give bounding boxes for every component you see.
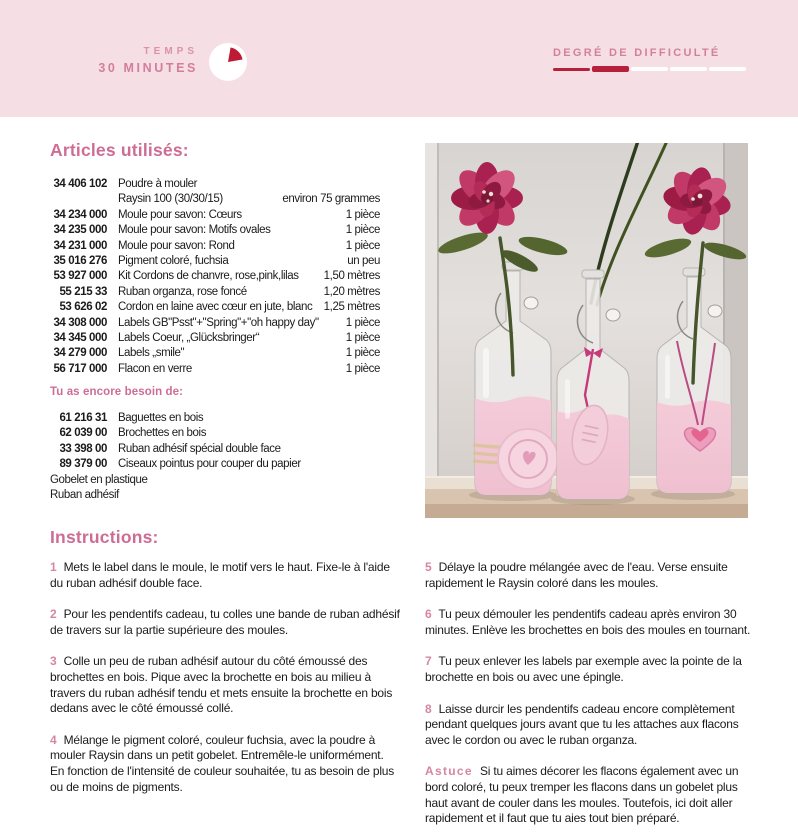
bloom [451, 162, 523, 234]
article-quantity: un peu [347, 255, 380, 268]
instruction-number: 2 [50, 607, 57, 622]
time-value: 30 MINUTES [98, 61, 198, 75]
supply-number: 89 379 00 [59, 458, 107, 471]
timer-icon-svg [209, 43, 247, 81]
ceramic-stopper [606, 309, 620, 321]
article-row [50, 285, 380, 300]
medallion-pendant [498, 429, 558, 489]
instruction-step: 3 Colle un peu de ruban adhésif autour du côté émoussé des brochettes en bois. Pique avec la brochette en bois au milieu à travers du ruban adhésif tendu et mets ensuite la brochette en bois dedans avec le côté émoussé collé. [50, 654, 393, 716]
article-row [50, 269, 380, 284]
supply-row [50, 473, 380, 488]
tip-label: Astuce [425, 764, 473, 779]
supply-row [50, 411, 380, 426]
instruction-step: 7 Tu peux enlever les labels par exemple avec la pointe de la brochette en bois ou avec une épingle. [425, 654, 742, 684]
instruction-number: 7 [425, 654, 432, 669]
article-quantity: 1 pièce [345, 224, 380, 237]
supply-description: Gobelet en plastique [50, 473, 148, 486]
supply-description: Brochettes en bois [118, 427, 207, 440]
supply-number: 62 039 00 [59, 427, 107, 440]
instruction-number: 4 [50, 732, 57, 747]
frame-left [425, 143, 437, 518]
article-row [50, 239, 380, 254]
timer-icon [209, 43, 247, 81]
article-number: 53 626 02 [59, 301, 107, 314]
article-description: Cordon en laine avec cœur en jute, blanc [118, 301, 313, 314]
article-row [50, 192, 380, 207]
instruction-number: 1 [50, 560, 57, 574]
article-number: 34 406 102 [53, 178, 107, 190]
article-description: Labels Coeur, „Glücksbringer“ [118, 332, 260, 345]
tip: Astuce Si tu aimes décorer les flacons également avec un bord coloré, tu peux tremper les flacons dans un gobelet plus haut avant de couler dans les moules. Toutefois, ici doit aller rapidement et il faut que tu aies tout bien préparé. [425, 764, 739, 826]
articles-title: Articles utilisés: [50, 140, 189, 160]
article-row [50, 254, 380, 269]
articles-section [50, 140, 380, 377]
article-number: 34 308 000 [53, 316, 107, 329]
instruction-number: 3 [50, 654, 57, 669]
article-description: Labels GB"Psst"+"Spring"+"oh happy day" [118, 316, 319, 329]
difficulty-segment [553, 68, 590, 71]
article-description: Ruban organza, rose foncé [118, 285, 247, 298]
articles-table [50, 177, 380, 377]
article-row [50, 346, 380, 361]
article-number: 34 231 000 [53, 239, 107, 252]
article-description: Raysin 100 (30/30/15) [118, 193, 223, 206]
difficulty-segment [631, 67, 668, 71]
article-quantity: 1 pièce [345, 347, 380, 360]
supply-row [50, 488, 380, 503]
ceramic-stopper [708, 305, 722, 317]
article-number: 55 215 33 [59, 285, 107, 298]
also-needed-title: Tu as encore besoin de: [50, 386, 184, 398]
instructions-title: Instructions: [50, 527, 159, 547]
article-row [50, 223, 380, 238]
article-number: 34 234 000 [53, 208, 107, 221]
article-description: Moule pour savon: Cœurs [118, 208, 242, 221]
article-row [50, 362, 380, 377]
article-number: 34 235 000 [53, 224, 107, 237]
article-number: 34 345 000 [53, 332, 107, 345]
photo-scene [425, 143, 748, 518]
article-row [50, 331, 380, 346]
article-row [50, 208, 380, 223]
product-photo [425, 143, 748, 518]
article-quantity: 1,25 mètres [323, 301, 380, 314]
article-quantity: 1 pièce [345, 362, 380, 375]
instruction-step: 2 Pour les pendentifs cadeau, tu colles une bande de ruban adhésif de travers sur la partie supérieure des moules. [50, 607, 400, 637]
difficulty-meter [553, 66, 746, 72]
supply-number: 61 216 31 [59, 412, 107, 424]
supply-description: Baguettes en bois [118, 412, 204, 424]
article-quantity: 1 pièce [345, 208, 380, 221]
article-number: 34 279 000 [53, 347, 107, 360]
supply-description: Ciseaux pointus pour couper du papier [118, 458, 301, 471]
supply-row [50, 457, 380, 472]
article-quantity: 1,50 mètres [323, 270, 380, 283]
difficulty-block [553, 47, 746, 72]
also-needed-table [50, 411, 380, 503]
article-quantity: environ 75 grammes [282, 193, 380, 206]
instruction-number: 6 [425, 607, 432, 622]
article-description: Poudre à mouler [118, 178, 198, 190]
article-description: Flacon en verre [118, 362, 192, 375]
header-band [0, 0, 798, 117]
supply-description: Ruban adhésif [50, 489, 119, 502]
instruction-step: 6 Tu peux démouler les pendentifs cadeau après environ 30 minutes. Enlève les brochettes en bois des moules en tournant. [425, 607, 751, 637]
article-quantity: 1 pièce [345, 239, 380, 252]
article-row [50, 316, 380, 331]
also-needed-section [50, 386, 380, 503]
time-label: TEMPS [143, 46, 198, 57]
time-block [0, 46, 198, 75]
instruction-step: 5 Délaye la poudre mélangée avec de l'eau. Verse ensuite rapidement le Raysin coloré dans les moules. [425, 560, 728, 590]
instruction-number: 5 [425, 560, 432, 574]
supply-description: Ruban adhésif spécial double face [118, 442, 281, 455]
instructions-column-left [50, 560, 400, 811]
article-description: Labels „smile" [118, 347, 185, 360]
article-description: Kit Cordons de chanvre, rose,pink,lilas [118, 270, 299, 283]
article-description: Moule pour savon: Motifs ovales [118, 224, 271, 237]
article-description: Pigment coloré, fuchsia [118, 255, 229, 268]
article-number: 53 927 000 [53, 270, 107, 283]
article-quantity: 1,20 mètres [323, 285, 380, 298]
difficulty-segment [592, 66, 629, 72]
article-quantity: 1 pièce [345, 332, 380, 345]
article-quantity: 1 pièce [345, 316, 380, 329]
article-number: 56 717 000 [53, 362, 107, 375]
supply-row [50, 426, 380, 441]
article-row [50, 177, 380, 192]
article-description: Moule pour savon: Rond [118, 239, 235, 252]
difficulty-label: DEGRÉ DE DIFFICULTÉ [553, 47, 721, 59]
supply-row [50, 442, 380, 457]
article-number: 35 016 276 [53, 255, 107, 268]
instructions-column-right [425, 560, 758, 838]
instruction-step: 1 Mets le label dans le moule, le motif vers le haut. Fixe-le à l'aide du ruban adhésif double face. [50, 560, 390, 590]
ceramic-stopper [524, 297, 538, 309]
instruction-number: 8 [425, 701, 432, 716]
supply-number: 33 398 00 [59, 442, 107, 455]
difficulty-segment [670, 67, 707, 71]
frame-left-edge [437, 143, 439, 518]
difficulty-segment [709, 67, 746, 71]
instruction-step: 4 Mélange le pigment coloré, couleur fuchsia, avec la poudre à mouler Raysin dans un petit gobelet. Entremêle-le uniformément. En fonction de l'intensité de couleur souhaitée, tu as besoin de plus ou de moins de pigments. [50, 732, 395, 794]
instruction-step: 8 Laisse durcir les pendentifs cadeau encore complètement pendant quelques jours avant que tu les attaches aux flacons avec le cordon ou avec le ruban organza. [425, 701, 739, 747]
instructions-section [50, 527, 159, 548]
article-row [50, 300, 380, 315]
